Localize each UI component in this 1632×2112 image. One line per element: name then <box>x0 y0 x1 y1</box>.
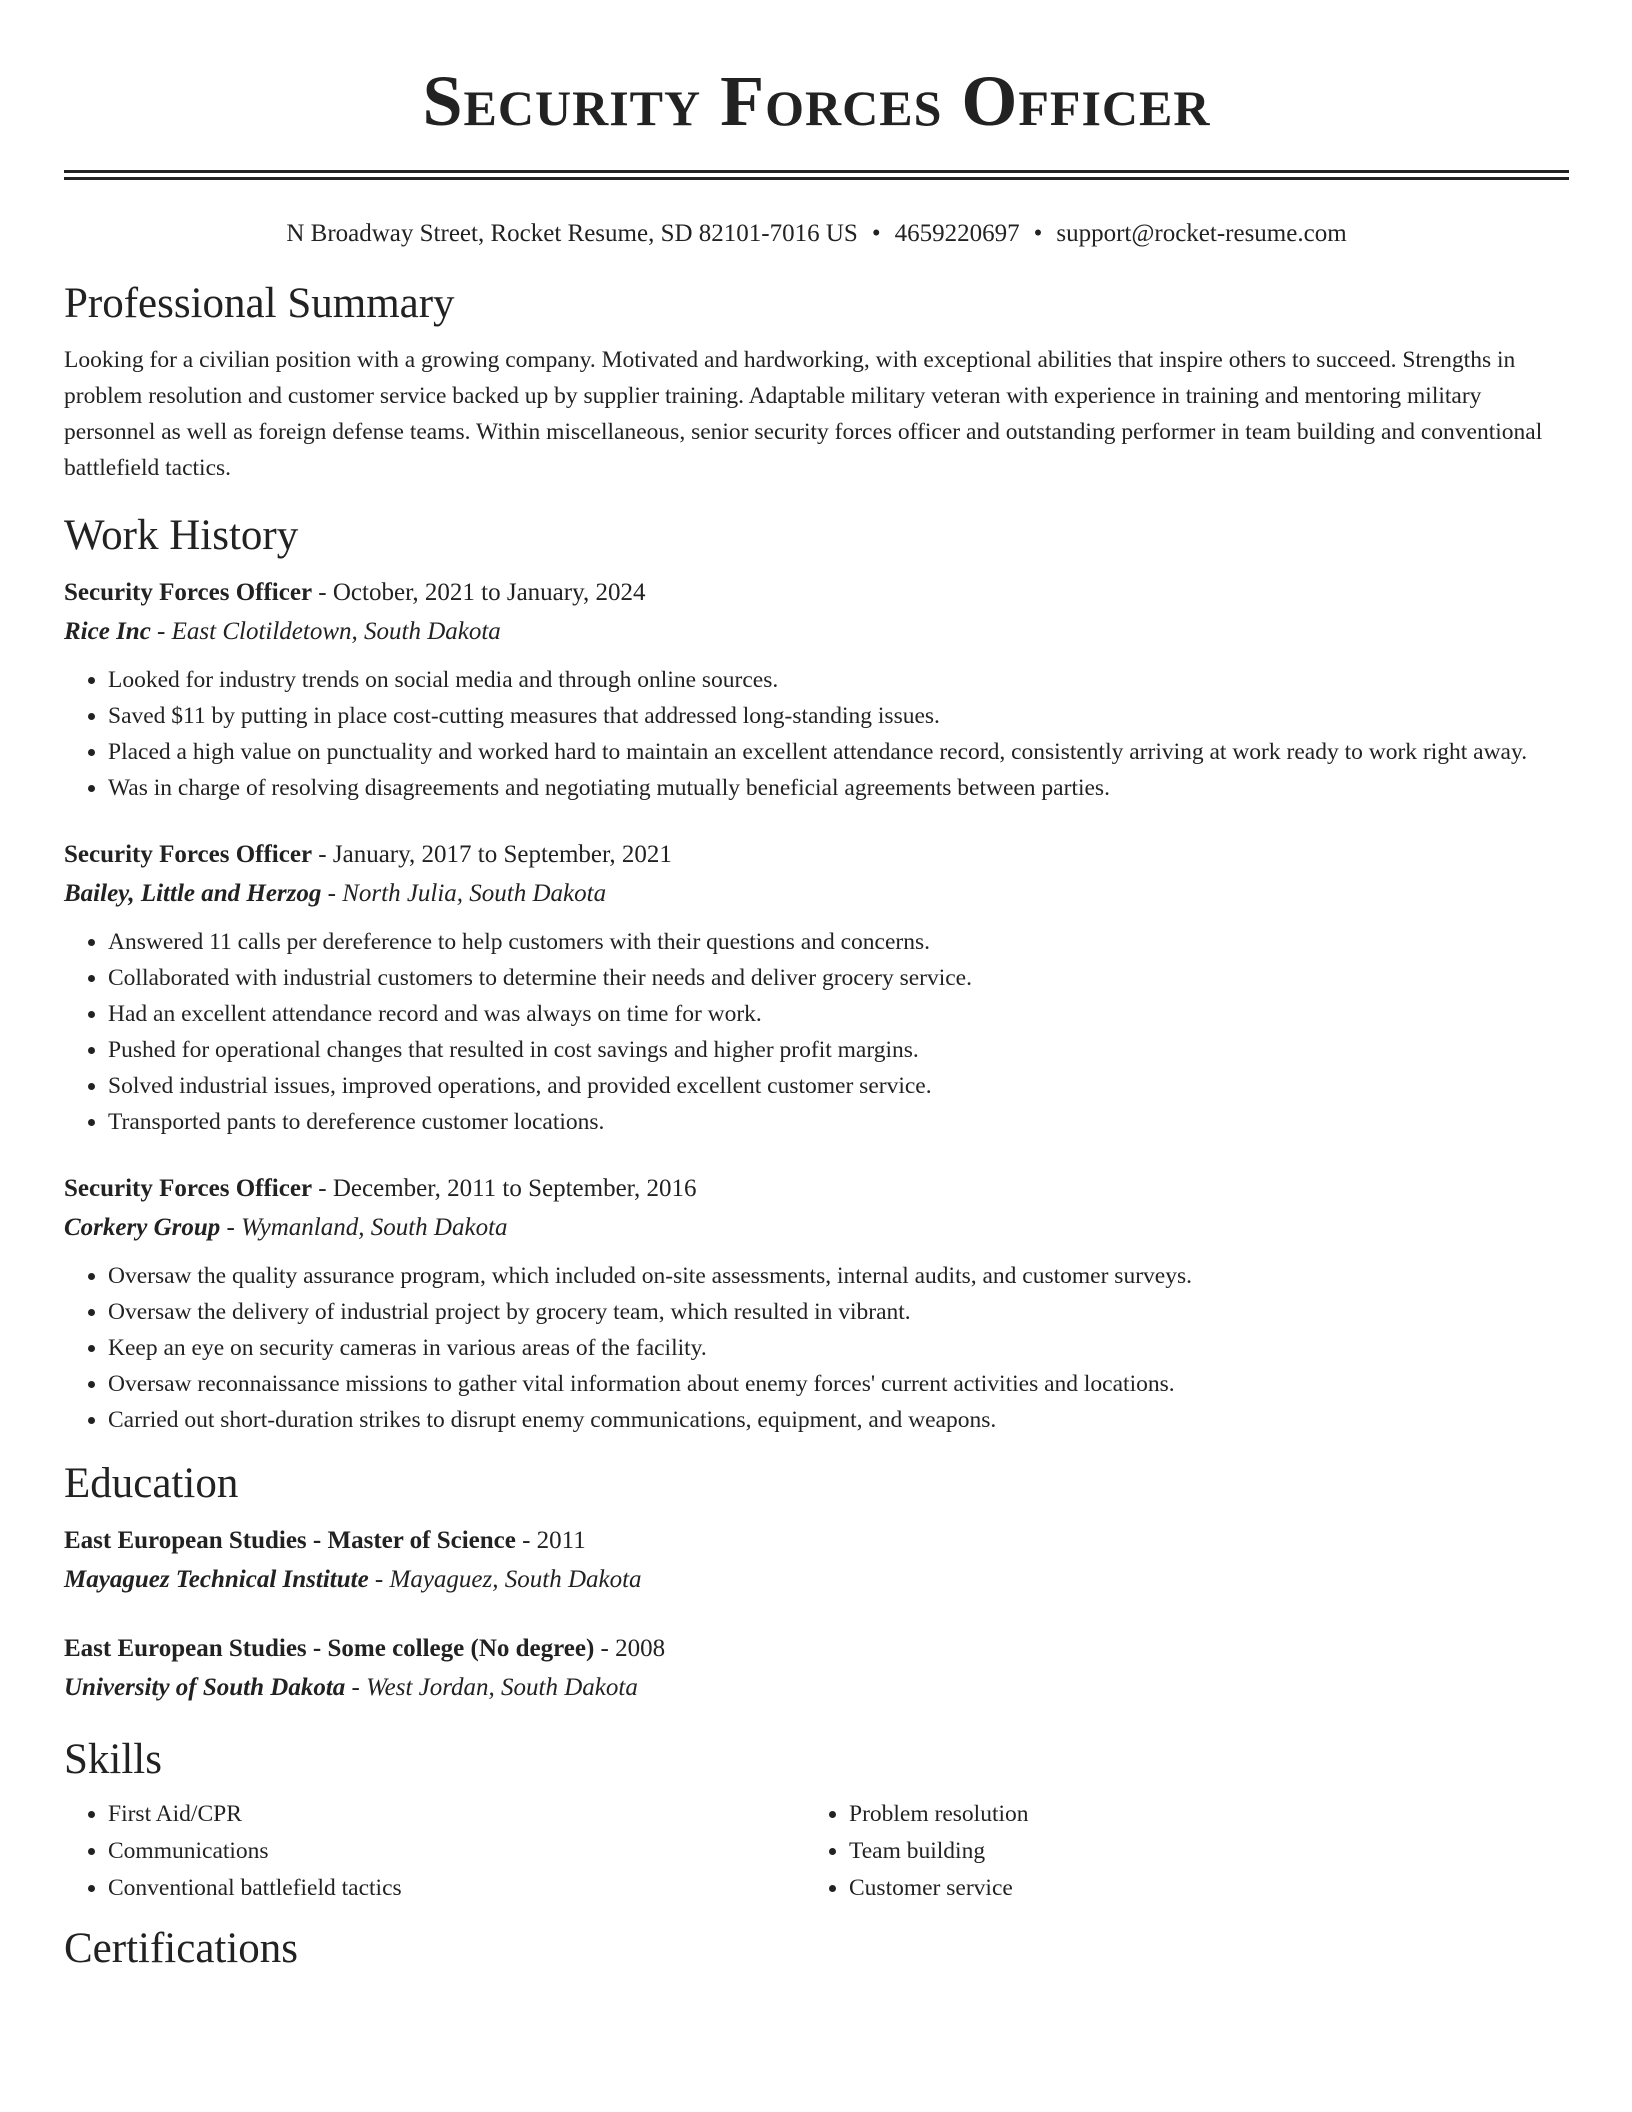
list-item: • Oversaw the quality assurance program, which included on-site assessments, internal audits, and customer surveys. <box>108 1258 1569 1294</box>
job-entry <box>64 574 1569 806</box>
job-bullets <box>64 662 1569 806</box>
skills-section <box>64 1734 1569 1907</box>
list-item: • Answered 11 calls per dereference to help customers with their questions and concerns. <box>108 924 1569 960</box>
title-divider <box>64 170 1569 180</box>
skills-column-right <box>805 1796 1546 1907</box>
list-item: • Pushed for operational changes that resulted in cost savings and higher profit margins. <box>108 1032 1569 1068</box>
job-bullets <box>64 1258 1569 1438</box>
education-year: - 2008 <box>594 1635 666 1662</box>
job-location: - Wymanland, South Dakota <box>220 1214 508 1241</box>
job-company-line <box>64 1208 1569 1248</box>
list-item: • Oversaw the delivery of industrial project by grocery team, which resulted in vibrant. <box>108 1294 1569 1330</box>
contact-line <box>64 218 1569 250</box>
job-location: - North Julia, South Dakota <box>321 880 607 907</box>
skills-heading: Skills <box>64 1736 162 1783</box>
contact-address: N Broadway Street, Rocket Resume, SD 82101-7016 US <box>286 220 858 247</box>
certifications-section <box>64 1923 1569 1975</box>
contact-separator: • <box>871 220 881 247</box>
education-header <box>64 1630 1569 1668</box>
education-degree: East European Studies - Master of Science <box>64 1527 516 1554</box>
job-company: Rice Inc <box>64 618 151 645</box>
job-title: Security Forces Officer <box>64 841 313 868</box>
list-item: • Was in charge of resolving disagreements and negotiating mutually beneficial agreements between parties. <box>108 770 1569 806</box>
education-school: Mayaguez Technical Institute <box>64 1566 369 1593</box>
list-item: • Collaborated with industrial customers to determine their needs and deliver grocery service. <box>108 960 1569 996</box>
education-section <box>64 1458 1569 1708</box>
education-entry <box>64 1522 1569 1600</box>
resume-title: Security Forces Officer <box>422 61 1211 141</box>
summary-heading: Professional Summary <box>64 280 455 327</box>
education-year: - 2011 <box>515 1527 586 1554</box>
list-item: • Oversaw reconnaissance missions to gather vital information about enemy forces' current activities and locations. <box>108 1366 1569 1402</box>
job-title: Security Forces Officer <box>64 1175 313 1202</box>
education-degree: East European Studies - Some college (No degree) <box>64 1635 595 1662</box>
list-item: • Carried out short-duration strikes to disrupt enemy communications, equipment, and weapons. <box>108 1402 1569 1438</box>
skill-item: • Customer service <box>849 1870 1546 1907</box>
job-entry <box>64 1170 1569 1438</box>
job-header <box>64 574 1569 612</box>
work-heading: Work History <box>64 512 299 559</box>
skill-item: • Communications <box>108 1833 805 1870</box>
job-dates: - October, 2021 to January, 2024 <box>312 579 646 606</box>
list-item: • Keep an eye on security cameras in various areas of the facility. <box>108 1330 1569 1366</box>
education-school-line <box>64 1560 1569 1600</box>
skill-item: • Conventional battlefield tactics <box>108 1870 805 1907</box>
contact-phone: 4659220697 <box>894 220 1020 247</box>
job-company: Corkery Group <box>64 1214 221 1241</box>
list-item: • Placed a high value on punctuality and worked hard to maintain an excellent attendance record, consistently arriving at work ready to work right away. <box>108 734 1569 770</box>
job-entry <box>64 836 1569 1140</box>
summary-section <box>64 278 1569 486</box>
job-dates: - December, 2011 to September, 2016 <box>312 1175 697 1202</box>
list-item: • Looked for industry trends on social media and through online sources. <box>108 662 1569 698</box>
contact-separator: • <box>1033 220 1043 247</box>
skill-item: • Team building <box>849 1833 1546 1870</box>
education-header <box>64 1522 1569 1560</box>
contact-email[interactable]: support@rocket-resume.com <box>1056 220 1347 247</box>
job-dates: - January, 2017 to September, 2021 <box>312 841 672 868</box>
certifications-heading: Certifications <box>64 1925 299 1972</box>
job-title: Security Forces Officer <box>64 579 313 606</box>
education-school-line <box>64 1668 1569 1708</box>
list-item: • Saved $11 by putting in place cost-cutting measures that addressed long-standing issues. <box>108 698 1569 734</box>
job-header <box>64 836 1569 874</box>
summary-text: Looking for a civilian position with a growing company. Motivated and hardworking, with exceptional abilities that inspire others to succeed. Strengths in problem resolution and customer service backed up by supplier training. Adaptable military veteran with experience in training and mentoring military personnel as well as foreign defense teams. Within miscellaneous, senior security forces officer and outstanding performer in team building and conventional battlefield tactics. <box>64 347 1543 481</box>
job-company-line <box>64 874 1569 914</box>
skill-item: • First Aid/CPR <box>108 1796 805 1833</box>
education-heading: Education <box>64 1460 239 1507</box>
job-company-line <box>64 612 1569 652</box>
work-section <box>64 510 1569 1438</box>
education-school: University of South Dakota <box>64 1674 346 1701</box>
skill-item: • Problem resolution <box>849 1796 1546 1833</box>
list-item: • Solved industrial issues, improved operations, and provided excellent customer service. <box>108 1068 1569 1104</box>
job-company: Bailey, Little and Herzog <box>64 880 322 907</box>
education-location: - Mayaguez, South Dakota <box>368 1566 642 1593</box>
education-location: - West Jordan, South Dakota <box>345 1674 638 1701</box>
job-bullets <box>64 924 1569 1140</box>
education-entry <box>64 1630 1569 1708</box>
list-item: • Had an excellent attendance record and was always on time for work. <box>108 996 1569 1032</box>
skills-grid <box>64 1796 1569 1907</box>
list-item: • Transported pants to dereference customer locations. <box>108 1104 1569 1140</box>
skills-column-left <box>64 1796 805 1907</box>
job-header <box>64 1170 1569 1208</box>
resume-page <box>64 0 1569 1975</box>
job-location: - East Clotildetown, South Dakota <box>150 618 501 645</box>
